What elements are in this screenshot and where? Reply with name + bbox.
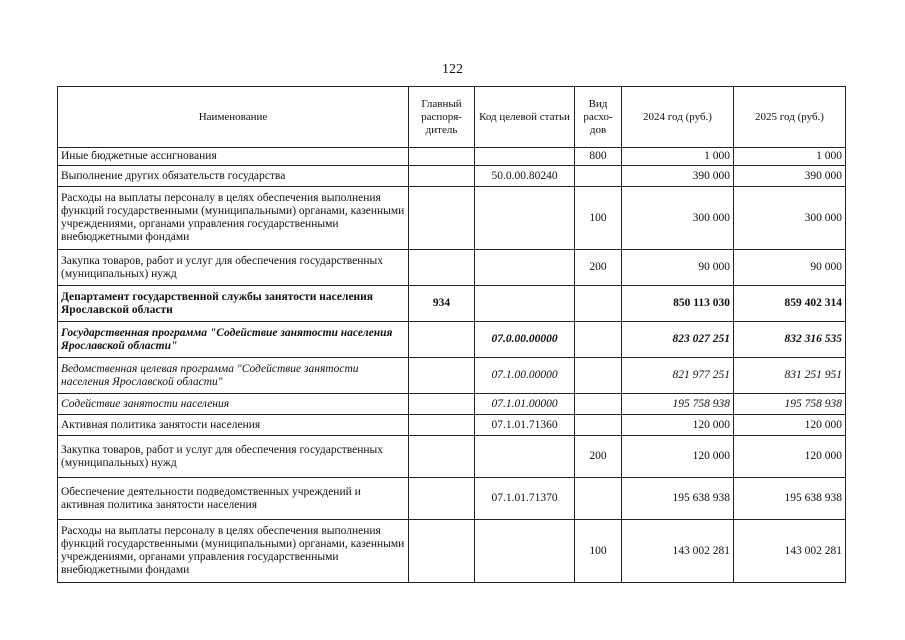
- cell-name: Активная политика занятости населения: [58, 415, 409, 436]
- cell-name: Закупка товаров, работ и услуг для обеспечения государственных (муниципальных) нужд: [58, 436, 409, 478]
- cell-admin: [409, 250, 475, 286]
- header-admin: Главный распоря-дитель: [409, 87, 475, 148]
- header-type: Вид расхо-дов: [575, 87, 622, 148]
- cell-code: [475, 286, 575, 322]
- cell-2025: 195 638 938: [734, 478, 846, 520]
- cell-code: [475, 148, 575, 166]
- table-row: [58, 394, 846, 415]
- cell-admin: 934: [409, 286, 475, 322]
- table-row: [58, 148, 846, 166]
- cell-2024: 143 002 281: [622, 520, 734, 583]
- cell-admin: [409, 478, 475, 520]
- cell-type: [575, 415, 622, 436]
- cell-name: Закупка товаров, работ и услуг для обеспечения государственных (муниципальных) нужд: [58, 250, 409, 286]
- cell-code: 07.1.01.00000: [475, 394, 575, 415]
- cell-2024: 850 113 030: [622, 286, 734, 322]
- cell-name: Содействие занятости населения: [58, 394, 409, 415]
- table-row: [58, 286, 846, 322]
- cell-name: Иные бюджетные ассигнования: [58, 148, 409, 166]
- cell-type: [575, 394, 622, 415]
- table-row: [58, 415, 846, 436]
- cell-type: [575, 322, 622, 358]
- cell-2025: 832 316 535: [734, 322, 846, 358]
- cell-2025: 1 000: [734, 148, 846, 166]
- cell-name: Департамент государственной службы занятости населения Ярославской области: [58, 286, 409, 322]
- cell-code: [475, 250, 575, 286]
- cell-type: 100: [575, 520, 622, 583]
- cell-type: [575, 478, 622, 520]
- table-header-row: [58, 87, 846, 148]
- budget-table: [57, 86, 846, 583]
- cell-code: [475, 520, 575, 583]
- cell-2024: 823 027 251: [622, 322, 734, 358]
- cell-admin: [409, 415, 475, 436]
- cell-2024: 390 000: [622, 166, 734, 187]
- cell-type: [575, 358, 622, 394]
- cell-admin: [409, 166, 475, 187]
- cell-2024: 195 758 938: [622, 394, 734, 415]
- cell-2024: 120 000: [622, 415, 734, 436]
- table-row: [58, 436, 846, 478]
- cell-code: 07.1.00.00000: [475, 358, 575, 394]
- cell-2024: 1 000: [622, 148, 734, 166]
- header-2025: 2025 год (руб.): [734, 87, 846, 148]
- cell-type: 200: [575, 436, 622, 478]
- cell-2025: 90 000: [734, 250, 846, 286]
- cell-admin: [409, 436, 475, 478]
- cell-name: Расходы на выплаты персоналу в целях обеспечения выполнения функций государственными (муниципальными) органами, казенными учреждениями, органами управления государственными внебюджетными фондами: [58, 187, 409, 250]
- table-row: [58, 187, 846, 250]
- cell-2025: 859 402 314: [734, 286, 846, 322]
- cell-2024: 90 000: [622, 250, 734, 286]
- header-2024: 2024 год (руб.): [622, 87, 734, 148]
- cell-2025: 195 758 938: [734, 394, 846, 415]
- page-number: 122: [442, 62, 463, 77]
- cell-type: 800: [575, 148, 622, 166]
- cell-code: [475, 187, 575, 250]
- cell-admin: [409, 358, 475, 394]
- table-row: [58, 358, 846, 394]
- cell-code: 07.1.01.71370: [475, 478, 575, 520]
- cell-type: 100: [575, 187, 622, 250]
- cell-admin: [409, 322, 475, 358]
- cell-admin: [409, 520, 475, 583]
- cell-admin: [409, 187, 475, 250]
- cell-type: 200: [575, 250, 622, 286]
- cell-name: Ведомственная целевая программа "Содействие занятости населения Ярославской области": [58, 358, 409, 394]
- cell-type: [575, 166, 622, 187]
- cell-2025: 120 000: [734, 415, 846, 436]
- table-row: [58, 166, 846, 187]
- cell-code: 07.1.01.71360: [475, 415, 575, 436]
- cell-admin: [409, 148, 475, 166]
- cell-code: [475, 436, 575, 478]
- cell-2024: 120 000: [622, 436, 734, 478]
- cell-2025: 390 000: [734, 166, 846, 187]
- cell-name: Расходы на выплаты персоналу в целях обеспечения выполнения функций государственными (муниципальными) органами, казенными учреждениями, органами управления государственными внебюджетными фондами: [58, 520, 409, 583]
- cell-2025: 300 000: [734, 187, 846, 250]
- table-row: [58, 250, 846, 286]
- cell-2024: 300 000: [622, 187, 734, 250]
- cell-2025: 143 002 281: [734, 520, 846, 583]
- cell-name: Выполнение других обязательств государства: [58, 166, 409, 187]
- cell-type: [575, 286, 622, 322]
- cell-2025: 120 000: [734, 436, 846, 478]
- table-row: [58, 322, 846, 358]
- cell-code: 07.0.00.00000: [475, 322, 575, 358]
- cell-2025: 831 251 951: [734, 358, 846, 394]
- cell-name: Государственная программа "Содействие занятости населения Ярославской области": [58, 322, 409, 358]
- cell-2024: 821 977 251: [622, 358, 734, 394]
- header-name: Наименование: [58, 87, 409, 148]
- header-code: Код целевой статьи: [475, 87, 575, 148]
- cell-admin: [409, 394, 475, 415]
- cell-code: 50.0.00.80240: [475, 166, 575, 187]
- cell-name: Обеспечение деятельности подведомственных учреждений и активная политика занятости населения: [58, 478, 409, 520]
- cell-2024: 195 638 938: [622, 478, 734, 520]
- table-row: [58, 478, 846, 520]
- table-row: [58, 520, 846, 583]
